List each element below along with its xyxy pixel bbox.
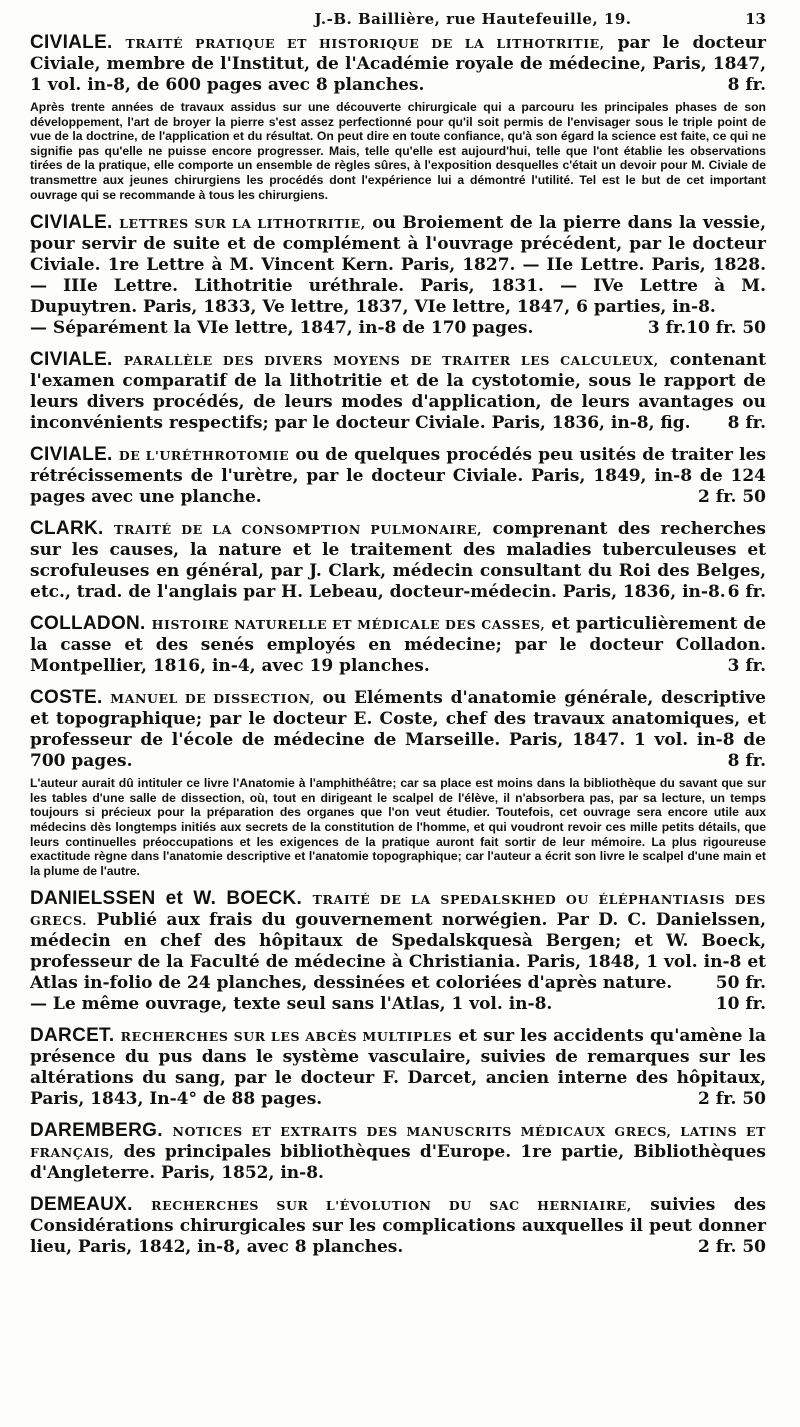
entry-title: DE L'URÉTHROTOMIE [118,448,290,464]
entry-price: 10 fr. 50 [686,318,766,339]
entry-headword: DANIELSSEN et W. BOECK. [30,888,303,910]
entry-title: PARALLÈLE DES DIVERS MOYENS DE TRAITER LES CALCULEUX, [123,353,659,369]
catalog-entry [30,1120,766,1184]
entry-main [30,32,766,96]
entry-text: suivies des Considérations chirurgicales sur les complications auxquelles il peut donner lieu, Paris, 1842, in-8, avec 8 planches. [30,1195,766,1258]
entry-price: 8 fr. [727,75,766,95]
entry-main [30,613,766,677]
catalog-entry [30,444,766,508]
entry-headword: DEMEAUX. [30,1194,133,1216]
entry-note: L'auteur aurait dû intituler ce livre l'Anatomie à l'amphithéâtre; car sa place est moins dans la bibliothèque du savant que sur les tables d'une salle de dissection, où, tout en dirigeant le scalpel de l'élève, il n'absorbera pas, par sa lecture, un temps toujours si précieux pour la préparation des organes que l'on veut étudier. Toutefois, cet ouvrage sera encore utile aux médecins dès longtemps initiés aux secrets de la constitution de l'homme, et qui voudront revoir ces mille petits détails, que leurs continuelles préoccupations et les exigences de la pratique auront fait sortir de leur mémoire. La plus rigoureuse exactitude règne dans l'anatomie descriptive et l'anatomie topographique; car l'auteur a écrit son livre le scalpel d'une main et la plume de l'autre. [30,776,766,878]
catalog-entry [30,349,766,434]
entry-text: contenant l'examen comparatif de la lithotritie et de la cystotomie, sous le rapport de leurs divers procédés, de leurs modes d'application, de leurs avantages ou inconvénients respectifs; par le docteur Civiale. Paris, 1836, in-8, fig. [30,350,767,434]
entry-headword: CIVIALE. [30,349,113,371]
entry-headword: COSTE. [30,687,103,709]
entry-price: 2 fr. 50 [698,1237,766,1258]
entry-note: Après trente années de travaux assidus sur une découverte chirurgicale qui a parcouru les principales phases de son développement, l'art de broyer la pierre s'est assez perfectionné pour qu'il soit permis de l'envisager sous le triple point de vue de la doctrine, de l'application et du résultat. On peut dire en toute confiance, qu'à son égard la science est faite, ce qui ne signifie pas qu'elle ne puisse encore progresser. Mais, telle qu'elle est aujourd'hui, telle que l'ont établie les observations tirées de la pratique, elle comporte un ensemble de règles sûres, à l'exposition desquelles c'était un devoir pour M. Civiale de transmettre aux jeunes chirurgiens les procédés dont l'expérience lui a démontré l'utilité. Tel est le but de cet important ouvrage qui se recommande à tous les chirurgiens. [30,100,766,202]
entry-headword: CIVIALE. [30,212,113,234]
entry-main [30,1120,766,1184]
entry-main [30,349,766,434]
entry-title: LETTRES SUR LA LITHOTRITIE, [119,216,366,232]
entry-title: MANUEL DE DISSECTION, [110,691,315,707]
catalog-entry [30,212,766,339]
entry-text: par le docteur Civiale, membre de l'Institut, de l'Académie royale de médecine, Paris, 1847, 1 vol. in-8, de 600 pages avec 8 planches. [30,33,767,95]
entry-price: 2 fr. 50 [698,1089,766,1110]
catalog-entry [30,518,766,603]
entry-headword: DAREMBERG. [30,1120,163,1142]
entry-text: et particulièrement de la casse et des senés employés en médecine; par le docteur Colladon. Montpellier, 1816, in-4, avec 19 planches. [30,614,767,677]
entry-text: ou Broiement de la pierre dans la vessie, pour servir de suite et de complément à l'ouvrage précédent, par le docteur Civiale. 1re Lettre à M. Vincent Kern. Paris, 1827. — IIe Lettre. Paris, 1828. — IIIe Lettre. Lithotritie uréthrale. Paris, 1831. — IVe Lettre à M. Dupuytren. Paris, 1833, Ve lettre, 1837, VIe lettre, 1847, 6 parties, in-8. [30,213,766,318]
entry-text: Publié aux frais du gouvernement norwégien. Par D. C. Danielssen, médecin en chef des hôpitaux de Spedalskquesà Bergen; et W. Boeck, professeur de la Faculté de médecine à Christiania. Paris, 1848, 1 vol. in-8 et Atlas in-folio de 24 planches, dessinées et coloriées d'après nature. [30,910,766,994]
entry-title: TRAITÉ DE LA SPEDALSKHED OU ÉLÉPHANTIASIS DES GRECS. [30,892,766,929]
page-number: 13 [745,10,766,28]
entry-title: RECHERCHES SUR L'ÉVOLUTION DU SAC HERNIAIRE, [151,1198,632,1214]
entry-main [30,1194,766,1258]
entry-headword: DARCET. [30,1025,115,1047]
entry-price: 6 fr. [727,582,766,603]
entry-price: 3 fr. [727,656,766,677]
subline-text: — Le même ouvrage, texte seul sans l'Atlas, 1 vol. in-8. [30,994,553,1015]
running-head [30,6,766,32]
entry-price: 8 fr. [727,413,766,434]
catalog-entry [30,1025,766,1110]
running-title: J.-B. Baillière, rue Hautefeuille, 19. [314,10,632,28]
entry-title: RECHERCHES SUR LES ABCÈS MULTIPLES [120,1029,453,1045]
catalog-entry [30,32,766,202]
entry-text: des principales bibliothèques d'Europe. 1re partie, Bibliothèques d'Angleterre. Paris, 1852, in-8. [30,1142,766,1184]
entry-text: et sur les accidents qu'amène la présence du pus dans le système vasculaire, suivies de remarques sur les altérations du sang, par le docteur F. Darcet, ancien interne des hôpitaux, Paris, 1843, In-4° de 88 pages. [30,1026,766,1110]
entry-main [30,1025,766,1110]
catalog-entry [30,687,766,878]
entry-title: HISTOIRE NATURELLE ET MÉDICALE DES CASSES, [151,617,546,633]
entry-price: 8 fr. [727,751,766,772]
subline-text: — Séparément la VIe lettre, 1847, in-8 de 170 pages. [30,318,534,339]
entry-title: TRAITÉ PRATIQUE ET HISTORIQUE DE LA LITHOTRITIE, [125,36,605,51]
entry-text: comprenant des recherches sur les causes, la nature et le traitement des maladies tuberculeuses et scrofuleuses en général, par J. Clark, médecin consultant du Roi des Belges, etc., trad. de l'anglais par H. Lebeau, docteur-médecin. Paris, 1836, in-8. [30,519,767,603]
entry-headword: CIVIALE. [30,444,113,466]
entry-subline [30,318,686,339]
entry-main [30,888,766,994]
entry-text: ou Eléments d'anatomie générale, descriptive et topographique; par le docteur E. Coste, chef des travaux anatomiques, et professeur de l'école de médecine de Marseille. Paris, 1847. 1 vol. in-8 de 700 pages. [30,688,766,772]
entry-title: TRAITÉ DE LA CONSOMPTION PULMONAIRE, [114,522,483,538]
entry-subline [30,994,766,1015]
entry-main [30,444,766,508]
entry-headword: CLARK. [30,518,104,540]
entry-main [30,518,766,603]
entry-title: NOTICES ET EXTRAITS DES MANUSCRITS MÉDICAUX GRECS, LATINS ET FRANÇAIS, [30,1124,766,1161]
catalog-entry [30,613,766,677]
entry-main [30,687,766,772]
entry-headword: CIVIALE. [30,32,113,53]
entry-headword: COLLADON. [30,613,146,635]
entry-text: ou de quelques procédés peu usités de traiter les rétrécissements de l'urètre, par le docteur Civiale. Paris, 1849, in-8 de 124 pages avec une planche. [30,445,766,508]
catalog-entry [30,888,766,1015]
entry-price: 50 fr. [715,973,766,994]
entry-price: 2 fr. 50 [698,487,766,508]
subline-price: 3 fr. [647,318,687,339]
subline-price: 10 fr. [715,994,766,1015]
catalog-entry [30,1194,766,1258]
